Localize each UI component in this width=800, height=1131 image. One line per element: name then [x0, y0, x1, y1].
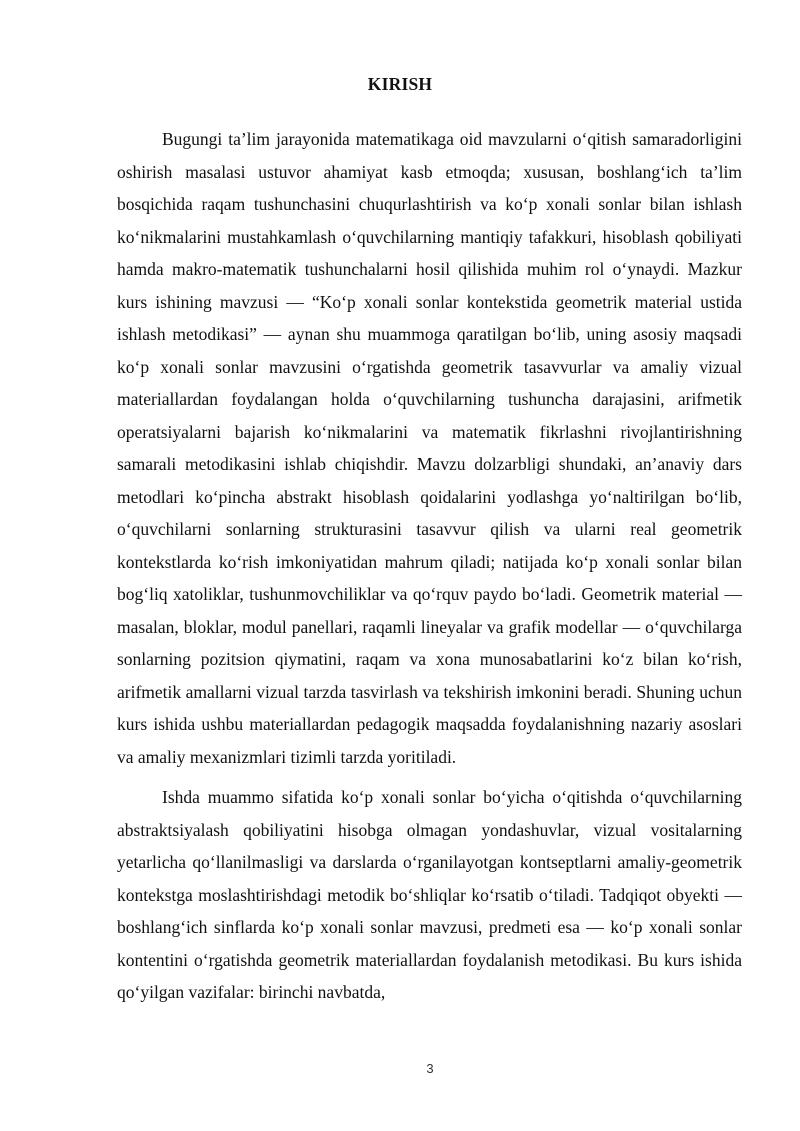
paragraph-introduction: Bugungi ta’lim jarayonida matematikaga oid mavzularni o‘qitish samaradorligini oshirish masalasi ustuvor ahamiyat kasb etmoqda; xususan, boshlang‘ich ta’lim bosqichida raqam tushunchasini chuqurlashtirish va ko‘p xonali sonlar bilan ishlash ko‘nikmalarini mustahkamlash o‘quvchilarning mantiqiy tafakkuri, hisoblash qobiliyati hamda makro-matematik tushunchalarni hosil qilishida muhim rol o‘ynaydi. Mazkur kurs ishining mavzusi — “Ko‘p xonali sonlar kontekstida geometrik material ustida ishlash metodikasi” — aynan shu muammoga qaratilgan bo‘lib, uning asosiy maqsadi ko‘p xonali sonlar mavzusini o‘rgatishda geometrik tasavvurlar va amaliy vizual materiallardan foydalangan holda o‘quvchilarning tushuncha darajasini, arifmetik operatsiyalarni bajarish ko‘nikmalarini va matematik fikrlashni rivojlantirishning samarali metodikasini ishlab chiqishdir. Mavzu dolzarbligi shundaki, an’anaviy dars metodlari ko‘pincha abstrakt hisoblash qoidalarini yodlashga yo‘naltirilgan bo‘lib, o‘quvchilarni sonlarning strukturasini tasavvur qilish va ularni real geometrik kontekstlarda ko‘rish imkoniyatidan mahrum qiladi; natijada ko‘p xonali sonlar bilan bog‘liq xatoliklar, tushunmovchiliklar va qo‘rquv paydo bo‘ladi. Geometrik material — masalan, bloklar, modul panellari, raqamli lineyalar va grafik modellar — o‘quvchilarga sonlarning pozitsion qiymatini, raqam va xona munosabatlarini ko‘z bilan ko‘rish, arifmetik amallarni vizual tarzda tasvirlash va tekshirish imkonini beradi. Shuning uchun kurs ishida ushbu materiallardan pedagogik maqsadda foydalanishning nazariy asoslari va amaliy mexanizmlari tizimli tarzda yoritiladi. — [117, 129, 742, 767]
section-heading: KIRISH — [367, 74, 433, 94]
body-text — [117, 123, 742, 1009]
paragraph-problem-statement: Ishda muammo sifatida ko‘p xonali sonlar bo‘yicha o‘qitishda o‘quvchilarning abstraktsiyalash qobiliyatini hisobga olmagan yondashuvlar, vizual vositalarning yetarlicha qo‘llanilmasligi va darslarda o‘rganilayotgan kontseptlarni amaliy-geometrik kontekstga moslashtirishdagi metodik bo‘shliqlar ko‘rsatib o‘tiladi. Tadqiqot obyekti — boshlang‘ich sinflarda ko‘p xonali sonlar mavzusi, predmeti esa — ko‘p xonali sonlar kontentini o‘rgatishda geometrik materiallardan foydalanish metodikasi. Bu kurs ishida qo‘yilgan vazifalar: birinchi navbatda, — [117, 787, 742, 1002]
page-number: 3 — [426, 1061, 434, 1076]
